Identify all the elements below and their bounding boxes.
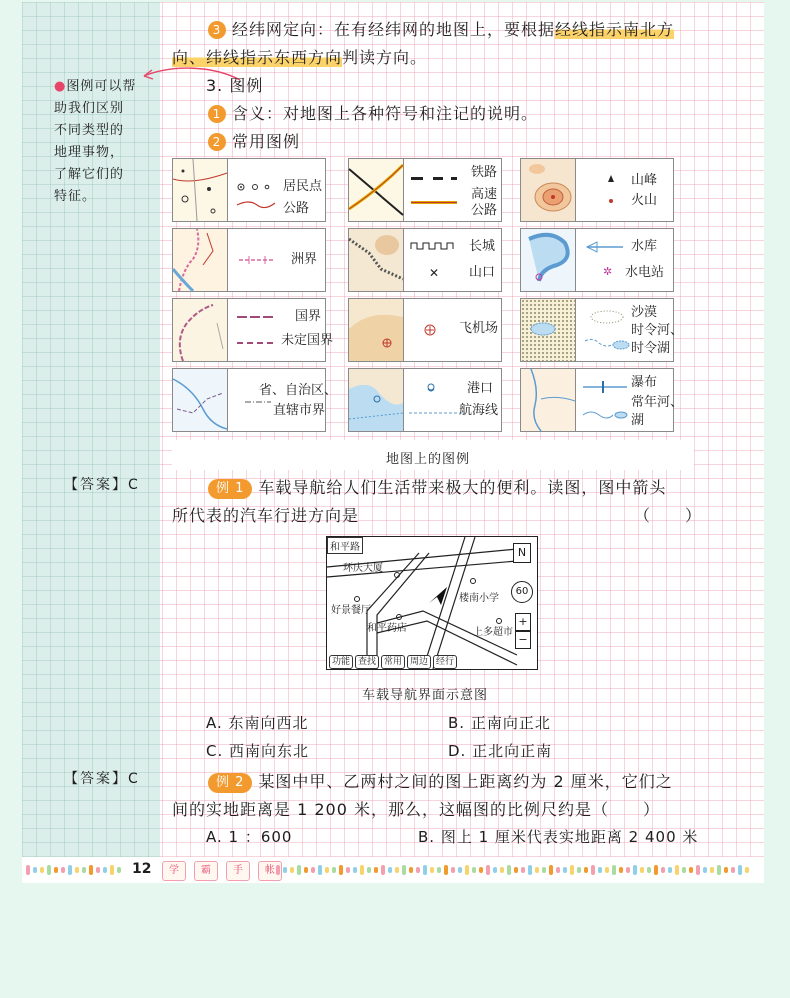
legend-label: 火山 — [631, 193, 658, 208]
footer-dot — [745, 867, 749, 873]
legend-thumb — [521, 229, 576, 291]
map-caption: 车载导航界面示意图 — [362, 688, 489, 703]
option-2a: A. 1 ：600 — [206, 828, 293, 846]
footer-dot — [54, 867, 58, 873]
north-indicator-icon: N — [513, 543, 531, 563]
footer-dot — [297, 865, 301, 875]
footer-dot — [40, 867, 44, 873]
footer-dot — [696, 865, 700, 875]
footer-dot — [409, 867, 413, 873]
footer-dot — [738, 865, 742, 875]
footer-dot — [276, 865, 280, 875]
footer-dot — [325, 867, 329, 873]
footer-dot — [33, 867, 37, 873]
footer-dot — [493, 867, 497, 873]
continent-border-symbol-icon — [237, 255, 277, 265]
footer-dot — [710, 867, 714, 873]
legend-cell-settlement — [172, 158, 326, 222]
legend-label: 山峰 — [631, 173, 658, 188]
point3-highlight-2: 向、纬线指示东西方向 — [172, 48, 343, 67]
footer-dot — [682, 867, 686, 873]
legend-label: 直辖市界 — [273, 403, 326, 418]
page-footer — [22, 857, 764, 883]
footer-dot — [675, 865, 679, 875]
footer-dot — [570, 865, 574, 875]
legend-label: 飞机场 — [459, 321, 499, 336]
example2-text: 某图中甲、乙两村之间的图上距离约为 2 厘米，它们之 — [258, 772, 673, 791]
footer-dot — [96, 867, 100, 873]
legend-cell-desert — [520, 298, 684, 362]
nav-button-nearby[interactable]: 周边 — [407, 655, 431, 669]
footer-dot — [584, 867, 588, 873]
legend-label: 长城 — [469, 239, 496, 254]
footer-dot — [444, 865, 448, 875]
footer-dot — [68, 865, 72, 875]
legend-thumb — [521, 369, 576, 431]
note-line: 不同类型的 — [54, 123, 125, 138]
legend-label: 居民点 — [283, 179, 323, 194]
settlement-symbol-icon — [235, 181, 277, 211]
legend-label: 港口 — [467, 381, 494, 396]
legend-label: 湖 — [631, 413, 645, 428]
example2-line1 — [208, 768, 673, 796]
great-wall-symbol-icon — [409, 239, 457, 283]
page-number: 12 — [132, 861, 152, 877]
example1-blank: （ ） — [634, 506, 703, 525]
footer-dot — [619, 867, 623, 873]
example1-line1 — [208, 474, 666, 502]
legend-label: 时令湖 — [631, 341, 671, 356]
legend-label: 常年河、 — [631, 395, 684, 410]
footer-dot — [563, 867, 567, 873]
legend-thumb — [173, 229, 228, 291]
national-border-symbol-icon — [235, 311, 275, 351]
answer-1: 【答案】C — [64, 477, 140, 493]
footer-dot — [465, 865, 469, 875]
footer-dot — [451, 867, 455, 873]
common-text: 常用图例 — [232, 132, 301, 151]
footer-dot — [82, 867, 86, 873]
footer-dot — [388, 867, 392, 873]
meaning-badge: 1 — [208, 105, 226, 123]
footer-title-char: 学 — [162, 861, 186, 881]
example2-badge: 例 2 — [208, 773, 252, 793]
legend-label: 瀑布 — [631, 375, 658, 390]
answer-2: 【答案】C — [64, 771, 140, 787]
footer-dot — [731, 867, 735, 873]
footer-dot — [117, 867, 121, 873]
footer-dot — [47, 865, 51, 875]
common-badge: 2 — [208, 133, 226, 151]
nav-map — [326, 536, 538, 670]
footer-dot — [605, 867, 609, 873]
sidebar-note — [54, 76, 144, 208]
note-line: 特征。 — [54, 189, 97, 204]
footer-dot — [542, 867, 546, 873]
footer-dot — [535, 867, 539, 873]
footer-dot — [290, 867, 294, 873]
legend-cell-port — [348, 368, 502, 432]
footer-dot — [668, 867, 672, 873]
legend-label: 铁路 — [471, 165, 498, 180]
footer-dot — [423, 865, 427, 875]
meaning-line — [208, 100, 538, 128]
page — [22, 2, 764, 882]
note-line: 图例可以帮 — [66, 79, 137, 94]
footer-dot — [311, 867, 315, 873]
footer-dot — [110, 865, 114, 875]
footer-dot — [346, 867, 350, 873]
point3-badge: 3 — [208, 21, 226, 39]
footer-dot — [103, 867, 107, 873]
meaning-text: 含义：对地图上各种符号和注记的说明。 — [232, 104, 539, 123]
legend-label: 国界 — [295, 309, 322, 324]
map-place-label: 环庆大厦 — [343, 563, 383, 574]
footer-dot — [360, 865, 364, 875]
legend-thumb — [349, 369, 404, 431]
legend-label: 省、自治区、 — [259, 383, 338, 398]
direction-arrow-icon — [427, 585, 451, 607]
zoom-in-button[interactable]: + — [515, 613, 531, 631]
legend-thumb — [173, 159, 228, 221]
note-line: 了解它们的 — [54, 167, 125, 182]
legend-cell-continent-border — [172, 228, 326, 292]
legend-cell-airport — [348, 298, 502, 362]
footer-dot — [374, 867, 378, 873]
footer-title — [162, 861, 282, 881]
footer-dot — [703, 867, 707, 873]
svg-text:✕: ✕ — [429, 266, 440, 280]
map-place-label: 楼南小学 — [459, 593, 499, 604]
example1-line2: 所代表的汽车行进方向是 — [172, 506, 360, 525]
option-1a: A. 东南向西北 — [206, 714, 309, 732]
footer-dot — [458, 867, 462, 873]
footer-dot — [353, 867, 357, 873]
legend-thumb — [349, 159, 404, 221]
nav-button-frequent[interactable]: 常用 — [381, 655, 405, 669]
footer-dot — [26, 865, 30, 875]
footer-title-char: 霸 — [194, 861, 218, 881]
footer-dot — [724, 867, 728, 873]
footer-dot — [402, 865, 406, 875]
peak-symbol-icon — [601, 173, 621, 213]
footer-dot — [318, 865, 322, 875]
footer-dot — [661, 867, 665, 873]
point3-line1 — [208, 16, 674, 44]
point3-post: 判读方向。 — [342, 48, 428, 67]
footer-dot — [395, 867, 399, 873]
footer-dot — [507, 865, 511, 875]
footer-dot — [591, 865, 595, 875]
footer-decoration — [276, 863, 749, 877]
footer-dot — [61, 867, 65, 873]
legend-label: 高速 — [471, 187, 498, 202]
legend-thumb — [349, 229, 404, 291]
footer-dot — [612, 865, 616, 875]
point3-text: 经纬网定向：在有经纬网的地图上，要根据 — [232, 20, 556, 39]
footer-dot — [367, 867, 371, 873]
common-legend-line — [208, 128, 300, 156]
footer-dot — [647, 867, 651, 873]
reservoir-symbol-icon — [583, 239, 627, 279]
footer-dot — [430, 867, 434, 873]
footer-dot — [689, 867, 693, 873]
footer-dot — [89, 865, 93, 875]
legend-label: 航海线 — [459, 403, 499, 418]
zoom-out-button[interactable]: − — [515, 631, 531, 649]
note-line: 地理事物， — [54, 145, 125, 160]
legend-cell-great-wall — [348, 228, 502, 292]
footer-dot — [486, 865, 490, 875]
footer-dot — [626, 867, 630, 873]
footer-dot — [598, 867, 602, 873]
footer-dot — [514, 867, 518, 873]
legend-label: 山口 — [469, 265, 496, 280]
footer-decoration — [26, 863, 121, 877]
footer-dot — [528, 865, 532, 875]
map-place-label: 上多超市 — [473, 627, 513, 638]
speed-limit-icon: 60 — [511, 581, 533, 603]
footer-dot — [556, 867, 560, 873]
waterfall-symbol-icon — [581, 379, 629, 423]
port-symbol-icon — [407, 379, 467, 419]
legend-label: 水电站 — [625, 265, 665, 280]
legend-cell-railway — [348, 158, 502, 222]
legend-thumb — [349, 299, 404, 361]
legend-label: 沙漠 — [631, 305, 658, 320]
footer-dot — [472, 867, 476, 873]
option-2b: B. 图上 1 厘米代表实地距离 2 400 米 — [418, 828, 699, 846]
footer-dot — [717, 865, 721, 875]
example1-text: 车载导航给人们生活带来极大的便利。读图，图中箭头 — [258, 478, 667, 497]
nav-button-route[interactable]: 经行 — [433, 655, 457, 669]
point3-line2 — [172, 44, 427, 72]
footer-dot — [283, 867, 287, 873]
map-road-label: 和平路 — [327, 537, 363, 554]
nav-button-function[interactable]: 功能 — [329, 655, 353, 669]
legend-thumb — [521, 299, 576, 361]
legend-label: 水库 — [631, 239, 658, 254]
example2-line2: 间的实地距离是 1 200 米，那么，这幅图的比例尺约是（ ） — [172, 800, 660, 819]
option-1d: D. 正北向正南 — [448, 742, 553, 760]
note-bullet: ● — [54, 79, 67, 94]
legend-cell-province-border — [172, 368, 338, 432]
legend-label: 洲界 — [291, 252, 318, 267]
desert-symbol-icon — [583, 307, 631, 355]
legend-thumb — [173, 299, 228, 361]
option-1c: C. 西南向东北 — [206, 742, 310, 760]
example1-badge: 例 1 — [208, 479, 252, 499]
legend-label: 时令河、 — [631, 323, 684, 338]
footer-dot — [654, 865, 658, 875]
footer-dot — [437, 867, 441, 873]
footer-dot — [577, 867, 581, 873]
footer-dot — [549, 865, 553, 875]
nav-button-search[interactable]: 查找 — [355, 655, 379, 669]
footer-title-char: 帐 — [258, 861, 282, 881]
legend-thumb — [173, 369, 228, 431]
legend-cell-waterfall — [520, 368, 684, 432]
airport-symbol-icon — [423, 323, 437, 337]
legend-cell-national-border — [172, 298, 334, 362]
legend-thumb — [521, 159, 576, 221]
footer-dot — [640, 867, 644, 873]
note-line: 助我们区别 — [54, 101, 125, 116]
footer-dot — [381, 865, 385, 875]
map-place-label: 和平药店 — [367, 623, 407, 634]
legend-caption: 地图上的图例 — [386, 452, 471, 467]
footer-dot — [500, 867, 504, 873]
footer-dot — [416, 867, 420, 873]
legend-label: 公路 — [471, 203, 498, 218]
section3-title: 3. 图例 — [206, 76, 264, 95]
railway-symbol-icon — [409, 171, 459, 211]
svg-text:✲: ✲ — [603, 265, 613, 278]
legend-cell-reservoir — [520, 228, 674, 292]
footer-dot — [339, 865, 343, 875]
footer-dot — [75, 867, 79, 873]
option-1b: B. 正南向正北 — [448, 714, 551, 732]
point3-highlight-1: 经线指示南北方 — [555, 20, 675, 39]
footer-dot — [479, 867, 483, 873]
footer-title-char: 手 — [226, 861, 250, 881]
legend-label: 未定国界 — [281, 333, 334, 348]
legend-cell-peak — [520, 158, 674, 222]
legend-label: 公路 — [283, 201, 310, 216]
footer-dot — [633, 865, 637, 875]
map-place-label: 好景餐厅 — [331, 605, 371, 616]
footer-dot — [332, 867, 336, 873]
footer-dot — [304, 867, 308, 873]
footer-dot — [521, 867, 525, 873]
